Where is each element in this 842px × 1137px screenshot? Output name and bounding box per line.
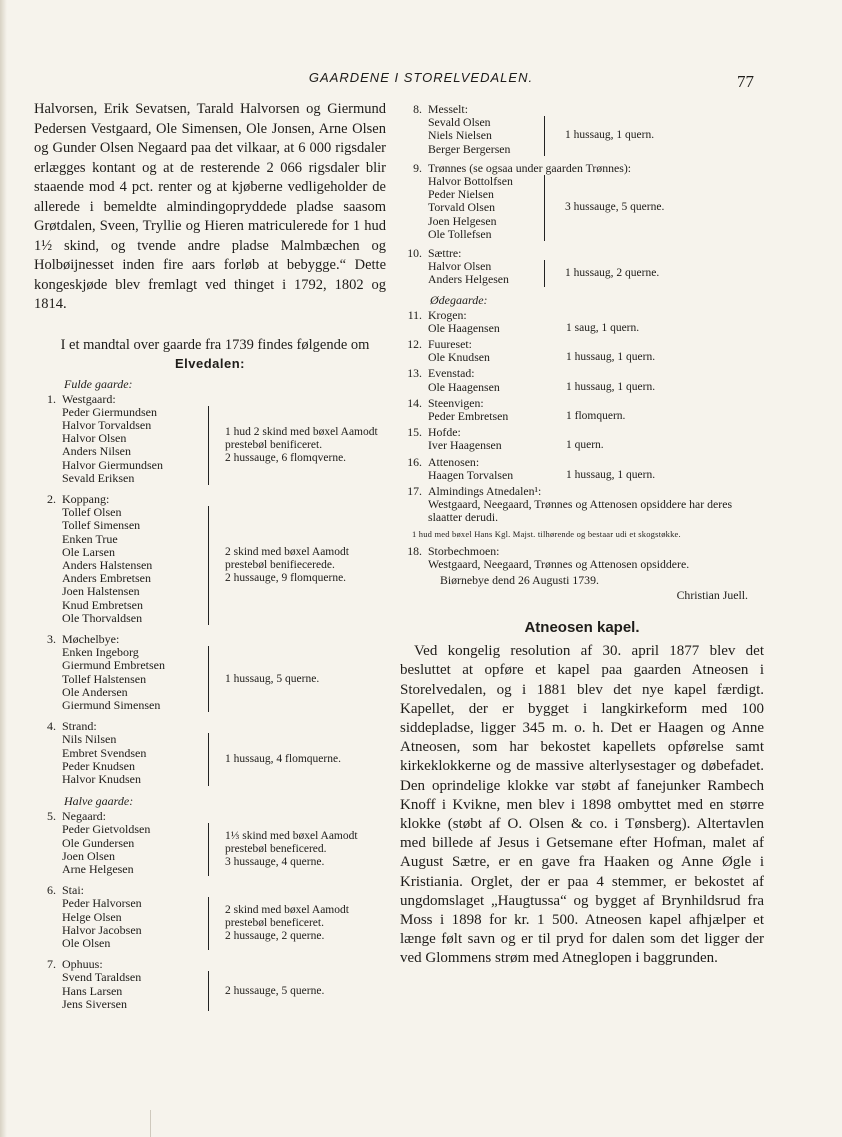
entry-info <box>225 546 386 586</box>
entry-number: 15. <box>407 425 422 440</box>
entry-detail-row <box>428 116 764 156</box>
entry-info <box>225 985 324 998</box>
person-name: Ole Olsen <box>62 936 111 951</box>
person-name: Berger Bergersen <box>428 141 511 156</box>
entry-number: 9. <box>413 160 422 175</box>
person-name: Joen Halstensen <box>62 584 140 599</box>
entry-body <box>428 247 764 287</box>
list-item <box>400 456 764 482</box>
full-farms-list <box>34 393 386 787</box>
brace-line <box>208 646 209 712</box>
info-line: 2 skind med bøxel Aamodt prestebøl benifiecerede. <box>225 545 349 571</box>
entry-place: Ophuus: <box>62 957 103 972</box>
person-name: Ole Thorvaldsen <box>62 610 143 625</box>
entry-detail-row <box>62 823 386 876</box>
list-item <box>400 338 764 364</box>
entry-detail-row <box>62 406 386 485</box>
person-name: Svend Taraldsen <box>62 970 142 985</box>
entry-place: Møchelbye: <box>62 631 120 646</box>
person-name: Jens Siversen <box>62 996 127 1011</box>
person-name: Hans Larsen <box>62 983 123 998</box>
info-line: 1 hussaug, 5 querne. <box>225 672 320 685</box>
entry-info: 1 hussaug, 1 quern. <box>566 351 656 364</box>
entry-detail-row <box>428 439 764 452</box>
entry-detail-row <box>62 897 386 950</box>
person-name: Embret Svendsen <box>62 745 147 760</box>
census-place: Elvedalen: <box>174 355 246 371</box>
footnote: 1 hud med bøxel Hans Kgl. Majst. tilhørende og bestaar udi et skogstøkke. <box>412 528 681 539</box>
entry-place: Westgaard: <box>62 391 116 406</box>
entry-body <box>428 338 764 364</box>
person-name: Sevald Olsen <box>428 115 491 130</box>
entry-text: Westgaard, Neegaard, Trønnes og Attenosen opsiddere har deres slaatter derudi. <box>428 497 733 525</box>
entry-number: 2. <box>47 491 56 506</box>
entry-number: 1. <box>47 391 56 406</box>
entry-info: 1 saug, 1 quern. <box>566 321 640 334</box>
half-farms-list-continued <box>400 103 764 287</box>
entry-info: 1 hussaug, 1 quern. <box>565 129 655 142</box>
person-name: Halvor Jacobsen <box>62 922 142 937</box>
entry-body <box>428 426 764 452</box>
running-header: GAARDENE I STORELVEDALEN. <box>308 70 534 85</box>
section-heading: Atneosen kapel. <box>524 619 640 637</box>
person-name: Peder Giermundsen <box>62 404 157 419</box>
entry-names <box>62 823 208 876</box>
page-edge-shadow <box>0 0 7 1137</box>
entry-place: Almindings Atnedalen¹: <box>428 484 542 499</box>
list-item <box>34 810 386 876</box>
entry-number: 4. <box>47 719 56 734</box>
person-name: Arne Helgesen <box>62 862 134 876</box>
entry-info: 1 quern. <box>566 439 604 452</box>
brace-line <box>208 971 209 1011</box>
entry-detail-row <box>428 351 764 364</box>
list-item <box>400 309 764 335</box>
half-farms-list <box>34 810 386 1011</box>
entry-number: 13. <box>407 366 422 381</box>
entry-place: Fuureset: <box>428 337 472 352</box>
person-name: Ole Larsen <box>62 544 115 559</box>
person-name: Halvor Giermundsen <box>62 457 163 472</box>
brace-line <box>208 406 209 485</box>
person-name: Halvor Olsen <box>428 259 492 274</box>
person-name: Knud Embretsen <box>62 597 143 612</box>
info-line: 3 hussauge, 4 querne. <box>225 856 325 869</box>
entry-names <box>62 971 208 1011</box>
person-name: Ole Knudsen <box>428 350 490 365</box>
person-name: Joen Helgesen <box>428 213 497 228</box>
info-line: 2 hussauge, 9 flomquerne. <box>225 572 347 585</box>
list-item <box>400 162 764 241</box>
entry-number: 3. <box>47 631 56 646</box>
person-name: Sevald Eriksen <box>62 470 135 485</box>
entry-place: Evenstad: <box>428 366 475 381</box>
info-line: 1 hud 2 skind med bøxel Aamodt prestebøl benificeret. <box>225 425 378 451</box>
list-item <box>400 545 764 571</box>
entry-number: 5. <box>47 809 56 824</box>
entry-detail-row <box>428 322 764 335</box>
brace-line <box>544 175 545 241</box>
entry-detail-row <box>428 469 764 482</box>
entry-number: 12. <box>407 337 422 352</box>
list-item <box>34 720 386 786</box>
entry-body <box>62 393 386 485</box>
person-name: Anders Nilsen <box>62 444 131 459</box>
entry-info: 1 hussaug, 1 quern. <box>566 380 656 393</box>
entry-body <box>428 367 764 393</box>
person-name: Ole Haagensen <box>428 320 500 335</box>
entry-place: Stai: <box>62 883 85 898</box>
list-item <box>400 397 764 423</box>
left-column <box>34 100 386 1019</box>
person-name: Peder Knudsen <box>62 758 135 773</box>
info-line: 1 hussaug, 4 flomquerne. <box>225 753 341 766</box>
person-name: Peder Nielsen <box>428 187 494 202</box>
entry-body <box>428 103 764 156</box>
list-item <box>34 393 386 485</box>
entry-detail-row <box>62 506 386 625</box>
brace-line <box>544 116 545 156</box>
entry-names <box>62 506 208 625</box>
entry-body <box>62 810 386 876</box>
entry-info <box>225 830 386 870</box>
entry-names <box>62 897 208 950</box>
entry-info <box>225 904 386 944</box>
person-name: Peder Gietvoldsen <box>62 822 151 837</box>
entry-body <box>62 493 386 625</box>
entry-detail-row <box>62 733 386 786</box>
entry-text: Westgaard, Neegaard, Trønnes og Attenosen opsiddere. <box>428 556 690 571</box>
entry-body <box>428 397 764 423</box>
person-name: Halvor Olsen <box>62 431 127 446</box>
info-line: 2 hussauge, 5 querne. <box>225 984 325 997</box>
entry-info <box>225 426 386 466</box>
entry-detail-row <box>428 175 764 241</box>
person-name: Tollef Olsen <box>62 505 122 520</box>
list-item <box>400 367 764 393</box>
entry-names <box>62 406 208 485</box>
entry-place: Koppang: <box>62 491 110 506</box>
brace-line <box>208 823 209 876</box>
entry-body <box>62 958 386 1011</box>
person-name: Ole Haagensen <box>428 379 500 394</box>
list-item <box>34 493 386 625</box>
list-item <box>400 247 764 287</box>
brace-line <box>208 733 209 786</box>
entry-place: Sættre: <box>428 246 462 261</box>
entry-info: 1 hussaug, 2 querne. <box>565 266 660 279</box>
entry-detail-row <box>428 410 764 423</box>
person-name: Tollef Halstensen <box>62 671 147 686</box>
entry-body <box>428 456 764 482</box>
list-item <box>34 633 386 712</box>
person-name: Anders Embretsen <box>62 571 151 586</box>
info-line: 2 hussauge, 6 flomqverne. <box>225 451 347 464</box>
info-line: 1⅓ skind med bøxel Aamodt prestebøl beneficered. <box>225 829 358 856</box>
person-name: Halvor Bottolfsen <box>428 174 513 189</box>
entry-place: Steenvigen: <box>428 395 484 410</box>
entry-info <box>225 673 319 686</box>
entry-names <box>428 260 544 286</box>
person-name: Nils Nilsen <box>62 732 117 747</box>
person-name: Anders Halstensen <box>62 557 153 572</box>
person-name: Anders Helgesen <box>428 272 509 287</box>
entry-number: 8. <box>413 102 422 116</box>
entry-info: 1 hussaug, 1 quern. <box>566 468 656 481</box>
right-column <box>400 103 764 969</box>
list-item <box>400 103 764 156</box>
info-line: 2 hussauge, 2 querne. <box>225 930 325 943</box>
entry-number: 17. <box>407 484 422 499</box>
deserted-farms-list <box>400 309 764 482</box>
person-name: Peder Embretsen <box>428 409 509 424</box>
entry-detail-row <box>428 260 764 286</box>
census-intro: I et mandtal over gaarde fra 1739 findes følgende om <box>60 336 370 353</box>
person-name: Giermund Simensen <box>62 697 161 712</box>
deserted-farms-label: Ødegaarde: <box>430 292 488 307</box>
person-name: Joen Olsen <box>62 848 115 863</box>
entry-names <box>62 646 208 712</box>
person-name: Ole Gundersen <box>62 835 135 850</box>
signature-name: Christian Juell. <box>676 588 748 603</box>
entry-detail-row <box>62 971 386 1011</box>
person-name: Enken Ingeborg <box>62 645 139 660</box>
person-name: Torvald Olsen <box>428 200 495 215</box>
list-item <box>34 884 386 950</box>
entry-info: 3 hussauge, 5 querne. <box>565 201 665 214</box>
entry-number: 14. <box>407 395 422 410</box>
entry-detail-row <box>428 381 764 394</box>
person-name: Haagen Torvalsen <box>428 467 514 482</box>
list-item <box>400 426 764 452</box>
entry-number: 16. <box>407 454 422 469</box>
half-farms-label: Halve gaarde: <box>64 794 134 809</box>
entry-body <box>428 162 764 241</box>
entry-body <box>428 309 764 335</box>
info-line: 2 skind med bøxel Aamodt prestebøl beneficeret. <box>225 904 349 930</box>
entry-info <box>225 753 341 766</box>
entry-place: Trønnes (se ogsaa under gaarden Trønnes): <box>428 160 632 175</box>
full-farms-label: Fulde gaarde: <box>64 376 133 391</box>
entry-info: 1 flomquern. <box>566 410 626 423</box>
entry-place: Attenosen: <box>428 454 480 469</box>
list-item <box>400 485 764 525</box>
person-name: Helge Olsen <box>62 909 122 924</box>
entry-place: Storbechmoen: <box>428 543 500 558</box>
entry-place: Hofde: <box>428 425 461 440</box>
person-name: Enken True <box>62 531 118 546</box>
person-name: Halvor Torvaldsen <box>62 417 152 432</box>
page-number: 77 <box>737 72 754 91</box>
person-name: Niels Nielsen <box>428 128 492 143</box>
person-name: Iver Haagensen <box>428 438 502 453</box>
person-name: Giermund Embretsen <box>62 658 165 673</box>
entry-names <box>428 116 544 156</box>
brace-line <box>208 506 209 625</box>
entry-number: 6. <box>47 883 56 898</box>
intro-paragraph: Halvorsen, Erik Sevatsen, Tarald Halvorsen og Giermund Pedersen Vestgaard, Ole Simensen, Ole Jonsen, Arne Olsen og Gunder Olsen Negaard paa det vilkaar, at 6 000 rigsdaler erlægges kontant og at de resterende 2 066 rigsdaler blir staaende mod 4 pct. renter og at kjøberne vedligeholder de allerede i bemeldte almindingopryddede pladse saasom Grøtdalen, Sveen, Tryllie og Hieren matriculerede for 1 hud 1½ skind, og tvende andre pladse Malmbæchen og Holbøijnesset inden fire aars forløb at bebygge.“ Dette kongeskjøde blev fremlagt ved thinget i 1792, 1802 og 1814. <box>34 101 386 312</box>
person-name: Peder Halvorsen <box>62 896 142 911</box>
kapel-paragraph: Ved kongelig resolution af 30. april 1877 blev det besluttet at opføre et kapel paa gaarden Atneosen i Storelvedalen, og i 1881 blev det nye kapel færdigt. Kapellet, der er bygget i langkirkeform med 100 siddepladse, ligger 345 m. o. h. Det er Haagen og Anne Atneosen, som har bekostet kapellets opførelse samt kirkeklokkerne og de massive alterlysestager og døbefadet. Den oprindelige klokke var støbt af fanejunker Rambech Knoff i Kvikne, men blev i 1898 ombyttet med en større klokke (støbt af O. Olsen & co. i Tønsberg). Altertavlen med billede af Jesus i Getsemane efter Hofman, malet af August Sætre, er en gave fra Haaken og Anne Øgle i Kristiania. Orglet, der er paa 4 stemmer, er bekostet af ungdomslaget „Haugtussa“ og bygget af Brynhildsrud fra Moss i 1898 for kr. 1 500. Atneosen kapel afhjælper et længe følt savn og er til pryd for dalen som det ligger der ved Glommens strøm med Atneglopen i baggrunden. <box>400 643 764 967</box>
person-name: Halvor Knudsen <box>62 771 141 786</box>
entry-number: 18. <box>407 543 422 558</box>
entry-place: Messelt: <box>428 102 468 116</box>
person-name: Tollef Simensen <box>62 518 141 533</box>
entry-detail-row <box>62 646 386 712</box>
entry-names <box>428 175 544 241</box>
signature-place-date: Biørnebye dend 26 Augusti 1739. <box>440 573 599 588</box>
entry-number: 11. <box>407 307 422 322</box>
entry-body <box>62 720 386 786</box>
entry-place: Negaard: <box>62 809 106 824</box>
person-name: Ole Andersen <box>62 684 128 699</box>
person-name: Ole Tollefsen <box>428 226 492 241</box>
entry-body <box>62 884 386 950</box>
entry-names <box>62 733 208 786</box>
page-corner-mark <box>150 1110 169 1137</box>
entry-number: 7. <box>47 957 56 972</box>
entry-place: Strand: <box>62 719 97 734</box>
entry-place: Krogen: <box>428 307 467 322</box>
entry-number: 10. <box>407 246 422 261</box>
list-item <box>34 958 386 1011</box>
entry-body <box>62 633 386 712</box>
brace-line <box>208 897 209 950</box>
brace-line <box>544 260 545 286</box>
